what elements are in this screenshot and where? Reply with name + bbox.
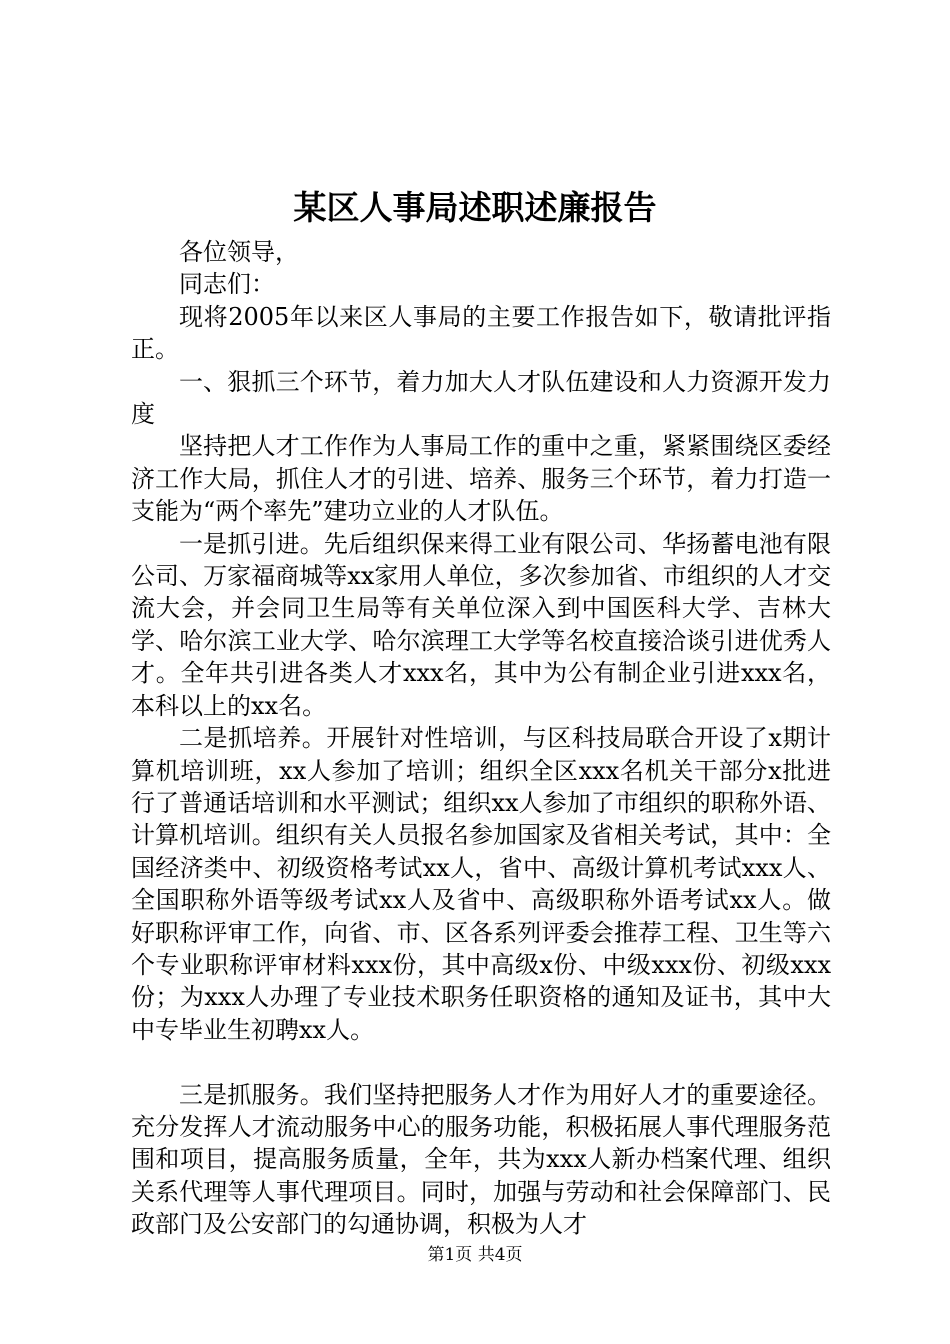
paragraph-training: 二是抓培养。开展针对性培训，与区科技局联合开设了x期计算机培训班，xx人参加了培训；组织全区xxx名机关干部分x批进行了普通话培训和水平测试；组织xx人参加了市组织的职称外语、计算机培训。组织有关人员报名参加国家及省相关考试，其中：全国经济类中、初级资格考试xx人，省中、高级计算机考试xxx人、全国职称外语等级考试xx人及省中、高级职称外语考试xx人。做好职称评审工作，向省、市、区各系列评委会推荐工程、卫生等六个专业职称评审材料xxx份，其中高级x份、中级xxx份、初级xxx份；为xxx人办理了专业技术职务任职资格的通知及证书，其中大中专毕业生初聘xx人。 (131, 724, 831, 1044)
section-heading-1: 一、狠抓三个环节，着力加大人才队伍建设和人力资源开发力度 (131, 367, 831, 429)
paragraph-service: 三是抓服务。我们坚持把服务人才作为用好人才的重要途径。充分发挥人才流动服务中心的服务功能，积极拓展人事代理服务范围和项目，提高服务质量，全年，共为xxx人新办档案代理、组织关系代理等人事代理项目。同时，加强与劳动和社会保障部门、民政部门及公安部门的勾通协调，积极为人才 (131, 1080, 831, 1239)
intro-paragraph: 现将2005年以来区人事局的主要工作报告如下，敬请批评指正。 (131, 302, 831, 364)
page-number-footer: 第1页 共4页 (427, 1245, 523, 1265)
document-title: 某区人事局述职述廉报告 (293, 188, 657, 227)
paragraph-talent-overview: 坚持把人才工作作为人事局工作的重中之重，紧紧围绕区委经济工作大局，抓住人才的引进、培养、服务三个环节，着力打造一支能为“两个率先”建功立业的人才队伍。 (131, 432, 831, 526)
salutation-comrades: 同志们： (179, 270, 275, 299)
salutation-leaders: 各位领导， (179, 238, 299, 266)
document-body (131, 236, 831, 1241)
paragraph-introduction-of-talent: 一是抓引进。先后组织保来得工业有限公司、华扬蓄电池有限公司、万家福商城等xx家用人单位，多次参加省、市组织的人才交流大会，并会同卫生局等有关单位深入到中国医科大学、吉林大学、哈尔滨工业大学、哈尔滨理工大学等名校直接洽谈引进优秀人才。全年共引进各类人才xxx名，其中为公有制企业引进xxx名，本科以上的xx名。 (131, 529, 831, 720)
